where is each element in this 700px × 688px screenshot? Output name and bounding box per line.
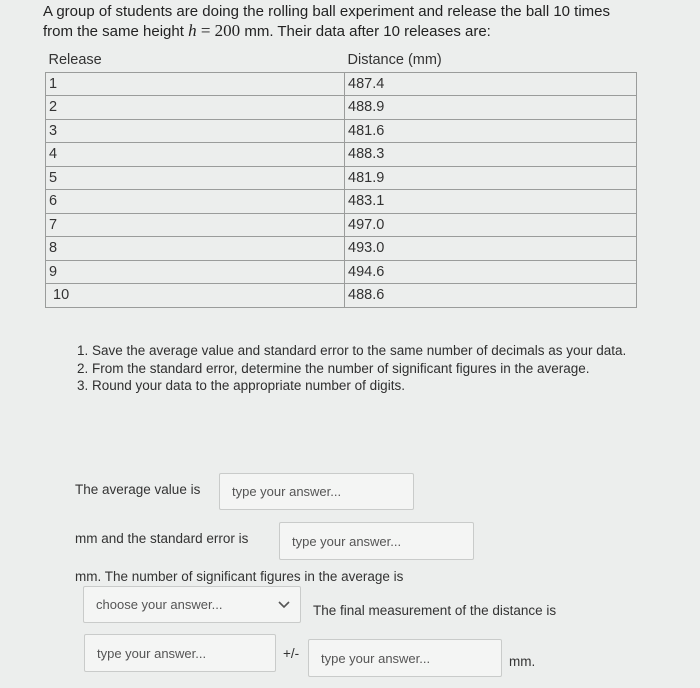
problem-statement	[43, 2, 643, 41]
header-release: Release	[46, 49, 345, 72]
average-label: The average value is	[75, 482, 201, 497]
release-cell: 3	[46, 119, 345, 143]
height-variable: h = 200	[188, 21, 241, 40]
table-row	[46, 237, 637, 261]
instructions-list	[75, 342, 662, 395]
instruction-item: 1. Save the average value and standard error to the same number of decimals as your data.	[92, 342, 662, 360]
std-error-input-box[interactable]	[279, 522, 474, 560]
release-cell: 1	[46, 72, 345, 96]
release-cell: 5	[46, 166, 345, 190]
release-cell: 6	[46, 190, 345, 214]
std-error-input[interactable]	[292, 534, 473, 549]
final-measurement-label: The final measurement of the distance is	[313, 603, 557, 618]
average-input-box[interactable]	[219, 473, 414, 510]
release-cell: 2	[46, 96, 345, 120]
table-row	[46, 213, 637, 237]
table-row	[46, 166, 637, 190]
table-row	[46, 143, 637, 167]
table-row	[46, 260, 637, 284]
sig-fig-label: mm. The number of significant figures in the average is	[75, 569, 404, 584]
header-distance: Distance (mm)	[345, 49, 637, 72]
std-error-label: mm and the standard error is	[75, 531, 249, 546]
intro-text-2: mm. Their data after 10 releases are:	[240, 23, 491, 40]
table-row	[46, 72, 637, 96]
final-error-input-box[interactable]	[308, 639, 502, 677]
final-error-input[interactable]	[321, 651, 501, 666]
data-table	[45, 49, 637, 308]
chevron-down-icon	[278, 601, 290, 609]
distance-cell: 481.9	[345, 166, 637, 190]
table-header-row	[46, 49, 637, 72]
table-row	[46, 119, 637, 143]
distance-cell: 488.6	[345, 284, 637, 308]
distance-cell: 494.6	[345, 260, 637, 284]
instruction-item: 2. From the standard error, determine the number of significant figures in the average.	[92, 360, 662, 378]
plus-minus-label: +/-	[283, 646, 300, 661]
distance-cell: 488.9	[345, 96, 637, 120]
select-placeholder: choose your answer...	[96, 597, 223, 612]
distance-cell: 481.6	[345, 119, 637, 143]
distance-cell: 493.0	[345, 237, 637, 261]
final-value-input-box[interactable]	[84, 634, 276, 672]
distance-cell: 497.0	[345, 213, 637, 237]
release-cell: 4	[46, 143, 345, 167]
instruction-item: 3. Round your data to the appropriate number of digits.	[92, 377, 662, 395]
release-cell: 10	[46, 284, 345, 308]
unit-label: mm.	[509, 654, 536, 669]
final-value-input[interactable]	[97, 646, 275, 661]
release-cell: 7	[46, 213, 345, 237]
distance-cell: 483.1	[345, 190, 637, 214]
table-row	[46, 284, 637, 308]
sig-fig-select[interactable]	[83, 586, 301, 623]
table-row	[46, 190, 637, 214]
release-cell: 9	[46, 260, 345, 284]
average-input[interactable]	[232, 484, 413, 499]
distance-cell: 488.3	[345, 143, 637, 167]
distance-cell: 487.4	[345, 72, 637, 96]
release-cell: 8	[46, 237, 345, 261]
table-row	[46, 96, 637, 120]
intro-text-1: A group of students are doing the rolling ball experiment and release the ball 10 times from the same height	[43, 3, 611, 40]
